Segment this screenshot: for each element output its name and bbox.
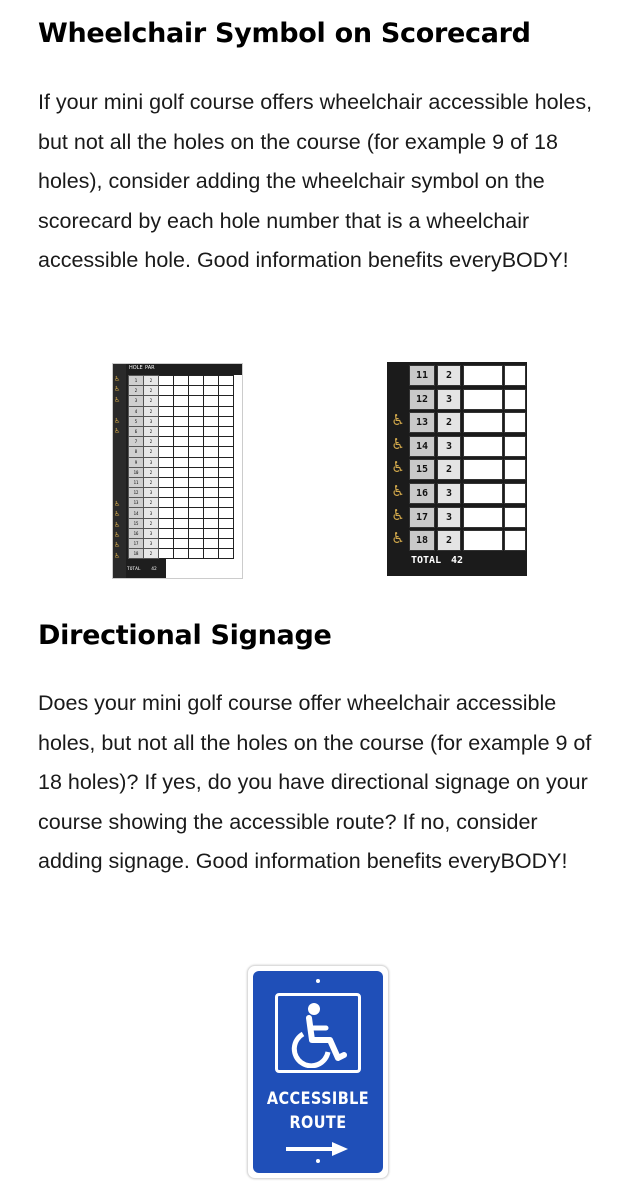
score-cell	[174, 457, 189, 467]
par-value: 2	[144, 467, 159, 477]
wheelchair-icon: ♿	[114, 521, 121, 529]
hole-number: 17	[409, 507, 435, 528]
scorecard-table	[128, 375, 234, 559]
score-cell	[174, 406, 189, 416]
score-cell	[159, 528, 174, 538]
par-value: 3	[144, 488, 159, 498]
score-cell	[504, 389, 526, 410]
score-cell	[189, 508, 204, 518]
wheelchair-icon: ♿	[391, 530, 405, 548]
wheelchair-icon: ♿	[114, 542, 121, 550]
scorecard-row	[387, 505, 527, 528]
score-cell	[219, 518, 234, 528]
hole-number: 12	[409, 389, 435, 410]
scorecard-row	[129, 508, 234, 518]
total-value: 42	[451, 555, 464, 566]
score-cell	[204, 477, 219, 487]
par-value: 3	[437, 507, 461, 528]
score-cell	[204, 467, 219, 477]
wheelchair-icon: ♿	[114, 386, 121, 394]
wheelchair-icon	[284, 1000, 354, 1068]
wheelchair-symbol-box	[275, 993, 361, 1073]
par-value: 3	[437, 436, 461, 457]
score-cell	[174, 447, 189, 457]
hole-number: 11	[129, 477, 144, 487]
par-value: 3	[144, 508, 159, 518]
score-cell	[174, 376, 189, 386]
scorecard-row	[129, 477, 234, 487]
accessible-route-sign	[247, 965, 389, 1179]
score-cell	[189, 416, 204, 426]
par-value: 2	[144, 498, 159, 508]
scorecard-row	[387, 363, 527, 386]
par-value: 2	[144, 437, 159, 447]
score-cell	[159, 467, 174, 477]
scorecard-row	[129, 549, 234, 559]
score-cell	[504, 530, 526, 551]
hole-number: 15	[409, 459, 435, 480]
score-cell	[219, 406, 234, 416]
score-cell	[204, 406, 219, 416]
score-cell	[174, 437, 189, 447]
scorecard-header	[126, 364, 242, 375]
par-value: 2	[144, 447, 159, 457]
score-cell	[189, 477, 204, 487]
score-cell	[159, 549, 174, 559]
par-value: 2	[144, 549, 159, 559]
par-value: 2	[144, 406, 159, 416]
score-cell	[219, 488, 234, 498]
score-cell	[174, 539, 189, 549]
hole-number: 11	[409, 365, 435, 386]
header-hole: HOLE	[129, 365, 143, 371]
score-cell	[219, 396, 234, 406]
score-cell	[189, 376, 204, 386]
score-cell	[463, 412, 503, 433]
score-cell	[463, 507, 503, 528]
score-cell	[159, 477, 174, 487]
score-cell	[174, 508, 189, 518]
sign-text-route: ROUTE	[289, 1113, 347, 1133]
score-cell	[189, 457, 204, 467]
score-cell	[174, 488, 189, 498]
score-cell	[159, 386, 174, 396]
score-cell	[189, 447, 204, 457]
par-value: 3	[144, 457, 159, 467]
score-cell	[463, 530, 503, 551]
hole-number: 18	[409, 530, 435, 551]
score-cell	[219, 457, 234, 467]
score-cell	[219, 528, 234, 538]
hole-number: 13	[129, 498, 144, 508]
scorecard-row	[129, 396, 234, 406]
wheelchair-icon: ♿	[114, 376, 121, 383]
scorecard-paragraph: If your mini golf course offers wheelchair accessible holes, but not all the holes on the course (for example 9 of 18 holes), consider adding the wheelchair symbol on the scorecard by each hole number that is a wheelchair accessible hole. Good information benefits everyBODY!	[38, 90, 593, 272]
score-cell	[204, 376, 219, 386]
par-value: 2	[437, 459, 461, 480]
score-cell	[189, 437, 204, 447]
par-value: 2	[144, 396, 159, 406]
score-cell	[189, 386, 204, 396]
hole-number: 15	[129, 518, 144, 528]
par-value: 3	[144, 416, 159, 426]
scorecard-row	[129, 416, 234, 426]
score-cell	[189, 467, 204, 477]
hole-number: 13	[409, 412, 435, 433]
scorecard-row	[129, 437, 234, 447]
score-cell	[159, 539, 174, 549]
score-cell	[204, 396, 219, 406]
hole-number: 8	[129, 447, 144, 457]
par-value: 2	[437, 365, 461, 386]
hole-number: 4	[129, 406, 144, 416]
score-cell	[159, 508, 174, 518]
scorecard-row	[387, 481, 527, 504]
score-cell	[204, 416, 219, 426]
score-cell	[219, 447, 234, 457]
score-cell	[159, 416, 174, 426]
score-cell	[219, 539, 234, 549]
wheelchair-icon: ♿	[391, 483, 405, 500]
scorecard-row	[387, 528, 527, 551]
score-cell	[463, 483, 503, 504]
total-label: TOTAL	[127, 567, 141, 572]
score-cell	[204, 457, 219, 467]
scorecard-row	[129, 376, 234, 386]
signage-heading: Directional Signage	[38, 620, 332, 651]
par-value: 2	[144, 518, 159, 528]
score-cell	[504, 459, 526, 480]
wheelchair-icon: ♿	[391, 435, 405, 453]
scorecard-row	[129, 386, 234, 396]
par-value: 3	[144, 528, 159, 538]
wheelchair-icon: ♿	[391, 506, 405, 524]
score-cell	[219, 416, 234, 426]
scorecard-row	[129, 426, 234, 436]
score-cell	[159, 488, 174, 498]
wheelchair-icon: ♿	[114, 428, 121, 435]
scorecard-row	[387, 387, 527, 410]
score-cell	[189, 498, 204, 508]
score-cell	[174, 426, 189, 436]
scorecard-row	[387, 410, 527, 433]
par-value: 2	[144, 386, 159, 396]
score-cell	[219, 467, 234, 477]
wheelchair-icon: ♿	[114, 396, 121, 404]
score-cell	[159, 396, 174, 406]
score-cell	[159, 518, 174, 528]
wheelchair-icon: ♿	[391, 459, 405, 477]
hole-number: 9	[129, 457, 144, 467]
total-row	[409, 552, 464, 570]
wheelchair-icon: ♿	[114, 417, 121, 425]
score-cell	[204, 498, 219, 508]
score-cell	[204, 528, 219, 538]
score-cell	[504, 365, 526, 386]
score-cell	[204, 539, 219, 549]
score-cell	[504, 412, 526, 433]
par-value: 3	[437, 483, 461, 504]
hole-number: 14	[129, 508, 144, 518]
scorecard-row	[129, 447, 234, 457]
score-cell	[204, 386, 219, 396]
par-value: 3	[437, 389, 461, 410]
wheelchair-icon: ♿	[114, 552, 121, 560]
signage-paragraph: Does your mini golf course offer wheelchair accessible holes, but not all the holes on the course (for example 9 of 18 holes)? If yes, do you have directional signage on your course showing the accessible route? If no, consider adding signage. Good information benefits everyBODY!	[38, 691, 592, 873]
score-cell	[463, 389, 503, 410]
scorecard-row	[129, 518, 234, 528]
score-cell	[174, 518, 189, 528]
score-cell	[159, 457, 174, 467]
wheelchair-icon: ♿	[114, 511, 121, 519]
score-cell	[174, 528, 189, 538]
score-cell	[189, 396, 204, 406]
score-cell	[219, 376, 234, 386]
score-cell	[189, 426, 204, 436]
hole-number: 3	[129, 396, 144, 406]
par-value: 2	[437, 530, 461, 551]
scorecard-row	[129, 498, 234, 508]
score-cell	[174, 549, 189, 559]
score-cell	[174, 477, 189, 487]
header-par: PAR	[145, 365, 155, 371]
score-cell	[463, 365, 503, 386]
hole-number: 1	[129, 376, 144, 386]
hole-number: 18	[129, 549, 144, 559]
score-cell	[159, 498, 174, 508]
mounting-hole	[316, 979, 320, 983]
score-cell	[189, 549, 204, 559]
score-cell	[189, 518, 204, 528]
scorecard-row	[129, 467, 234, 477]
score-cell	[463, 436, 503, 457]
score-cell	[159, 437, 174, 447]
scorecard-row	[387, 457, 527, 480]
hole-number: 6	[129, 426, 144, 436]
hole-number: 16	[129, 528, 144, 538]
score-cell	[204, 518, 219, 528]
scorecard-row	[129, 488, 234, 498]
score-cell	[463, 459, 503, 480]
score-cell	[189, 406, 204, 416]
score-cell	[174, 416, 189, 426]
scorecard-image-full	[112, 363, 243, 579]
scorecard-row	[129, 406, 234, 416]
arrow-right-icon	[286, 1141, 350, 1157]
score-cell	[189, 528, 204, 538]
scorecard-row	[387, 434, 527, 457]
sign-face	[253, 971, 383, 1173]
score-cell	[204, 426, 219, 436]
scorecard-row	[129, 528, 234, 538]
score-cell	[504, 507, 526, 528]
score-cell	[219, 508, 234, 518]
score-cell	[159, 376, 174, 386]
scorecard-row	[129, 457, 234, 467]
score-cell	[159, 447, 174, 457]
score-cell	[159, 406, 174, 416]
total-value: 42	[151, 567, 157, 572]
wheelchair-icon: ♿	[114, 500, 121, 508]
par-value: 2	[437, 412, 461, 433]
score-cell	[174, 498, 189, 508]
hole-number: 5	[129, 416, 144, 426]
score-cell	[189, 539, 204, 549]
par-value: 2	[144, 477, 159, 487]
total-label: TOTAL	[411, 555, 442, 566]
mounting-hole	[316, 1159, 320, 1163]
score-cell	[204, 488, 219, 498]
par-value: 2	[144, 426, 159, 436]
score-cell	[219, 498, 234, 508]
hole-number: 12	[129, 488, 144, 498]
score-cell	[174, 467, 189, 477]
hole-number: 2	[129, 386, 144, 396]
score-cell	[219, 549, 234, 559]
hole-number: 16	[409, 483, 435, 504]
sign-text-accessible: ACCESSIBLE	[266, 1089, 370, 1109]
score-cell	[219, 437, 234, 447]
wheelchair-icon: ♿	[391, 412, 405, 430]
score-cell	[189, 488, 204, 498]
score-cell	[204, 437, 219, 447]
score-cell	[219, 477, 234, 487]
par-value: 3	[144, 539, 159, 549]
scorecard-heading: Wheelchair Symbol on Scorecard	[38, 18, 531, 49]
hole-number: 7	[129, 437, 144, 447]
wheelchair-icon: ♿	[114, 532, 121, 539]
scorecard-row	[129, 539, 234, 549]
score-cell	[504, 436, 526, 457]
hole-number: 10	[129, 467, 144, 477]
hole-number: 14	[409, 436, 435, 457]
scorecard-image-zoomed	[387, 362, 527, 576]
score-cell	[219, 426, 234, 436]
score-cell	[204, 508, 219, 518]
score-cell	[159, 426, 174, 436]
par-value: 2	[144, 376, 159, 386]
score-cell	[204, 447, 219, 457]
score-cell	[504, 483, 526, 504]
hole-number: 17	[129, 539, 144, 549]
score-cell	[204, 549, 219, 559]
score-cell	[174, 396, 189, 406]
score-cell	[219, 386, 234, 396]
score-cell	[174, 386, 189, 396]
